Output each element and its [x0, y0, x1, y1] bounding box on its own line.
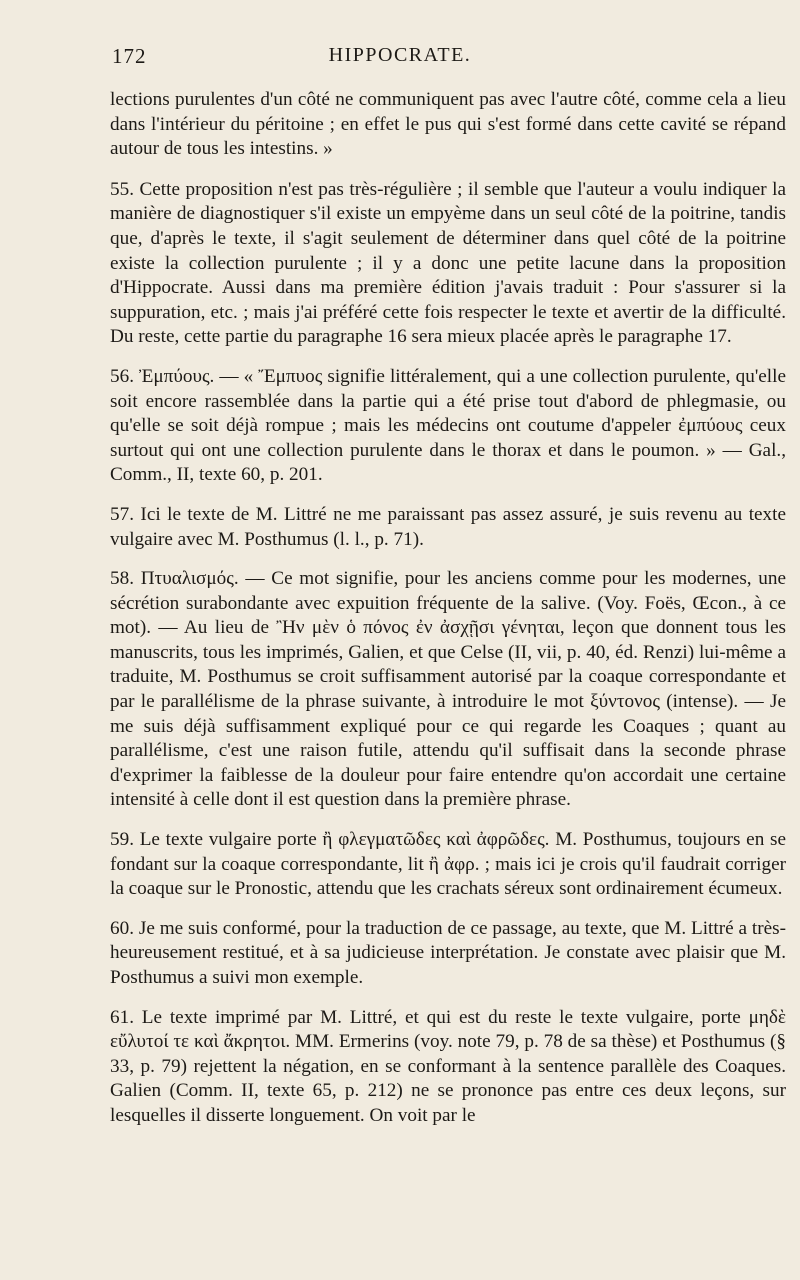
- note-60: 60. Je me suis conformé, pour la traduction de ce passage, au texte, que M. Littré a très-heureusement restitué, et à sa judicieuse interprétation. Je constate avec plaisir que M. Posthumus a suivi mon exemple.: [110, 917, 786, 988]
- note-59: 59. Le texte vulgaire porte ἢ φλεγματῶδες καὶ ἀφρῶδες. M. Posthumus, toujours en se fondant sur la coaque correspondante, lit ἢ ἀφρ. ; mais ici je crois qu'il faudrait corriger la coaque sur le Pronostic, attendu que les crachats séreux sont ordinairement écumeux.: [110, 829, 786, 900]
- page-header: [0, 44, 800, 74]
- running-title: HIPPOCRATE.: [328, 44, 472, 66]
- note-58: 58. Πτυαλισμός. — Ce mot signifie, pour les anciens comme pour les modernes, une sécrétion surabondante avec expuition fréquente de la salive. (Voy. Foës, Œcon., à ce mot). — Au lieu de Ἢν μὲν ὁ πόνος ἐν ἀσχῇσι γένηται, leçon que donnent tous les manuscrits, tous les imprimés, Galien, et que Celse (II, vii, p. 40, éd. Renzi) lui-même a traduite, M. Posthumus se croit suffisamment autorisé par la coaque correspondante et par le parallélisme de la phrase suivante, à introduire le mot ξύντονος (intense). — Je me suis déjà suffisamment expliqué pour ce qui regarde les Coaques ; quant au parallélisme, c'est une raison futile, attendu qu'il suffisait dans la seconde phrase d'exprimer la faiblesse de la douleur pour faire entendre qu'on accordait une certaine intensité à celle dont il est question dans la première phrase.: [110, 568, 786, 811]
- page-number: 172: [112, 44, 147, 68]
- note-61: 61. Le texte imprimé par M. Littré, et qui est du reste le texte vulgaire, porte μηδὲ εὔλυτοί τε καὶ ἄκρητοι. MM. Ermerins (voy. note 79, p. 78 de sa thèse) et Posthumus (§ 33, p. 79) rejettent la négation, en se conformant à la sentence parallèle des Coaques. Galien (Comm. II, texte 65, p. 212) ne se prononce pas entre ces deux leçons, sur lesquelles il disserte longuement. On voit par le: [110, 1006, 786, 1126]
- page-body: [110, 88, 786, 1144]
- note-55: 55. Cette proposition n'est pas très-régulière ; il semble que l'auteur a voulu indiquer la manière de diagnostiquer s'il existe un empyème dans un seul côté de la poitrine, tandis que, d'après le texte, il s'agit seulement de déterminer dans quel côté de la poitrine existe la collection purulente ; il y a donc une petite lacune dans la proposition d'Hippocrate. Aussi dans ma première édition j'avais traduit : Pour s'assurer si la suppuration, etc. ; mais j'ai préféré cette fois respecter le texte et avertir de la difficulté. Du reste, cette partie du paragraphe 16 sera mieux placée après le paragraphe 17.: [110, 178, 786, 348]
- paragraph-continuation: lections purulentes d'un côté ne communiquent pas avec l'autre côté, comme cela a lieu dans l'intérieur du péritoine ; en effet le pus qui s'est formé dans cette cavité se répand autour de tous les intestins. »: [110, 89, 786, 160]
- note-57: 57. Ici le texte de M. Littré ne me paraissant pas assez assuré, je suis revenu au texte vulgaire avec M. Posthumus (l. l., p. 71).: [110, 503, 786, 550]
- note-56: 56. Ἐμπύους. — « Ἔμπυος signifie littéralement, qui a une collection purulente, qu'elle soit encore rassemblée dans la partie qui a été prise tout d'abord de phlegmasie, ou qu'elle se soit déjà rompue ; mais les médecins ont coutume d'appeler ἐμπύους ceux surtout qui ont une collection purulente dans le thorax et dans le poumon. » — Gal., Comm., II, texte 60, p. 201.: [110, 365, 786, 486]
